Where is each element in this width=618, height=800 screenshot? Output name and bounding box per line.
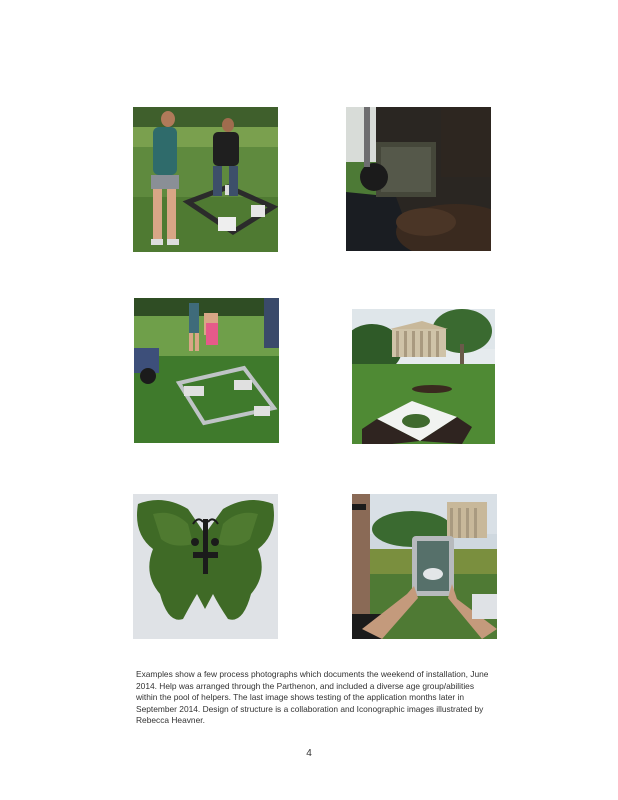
caption: Examples show a few process photographs which documents the weekend of installation, June 2014. Help was arranged through the Parthenon, and included a diverse age group/abilities within the pool of helpers. The last image shows testing of the application months later in September 2014. Design of structure is a collaboration and Iconographic images illustrated by Rebecca Heavner. [136,669,489,726]
photo-soil-cart-on-tarp [346,107,491,251]
photo-volunteers-arranging-frame [133,107,278,252]
photo-tablet-application-test [352,494,497,639]
photo-parthenon-installation [352,309,495,444]
page-number: 4 [306,748,312,759]
photo-grass-butterfly-figure [133,494,278,639]
photo-helpers-in-field [134,298,279,443]
